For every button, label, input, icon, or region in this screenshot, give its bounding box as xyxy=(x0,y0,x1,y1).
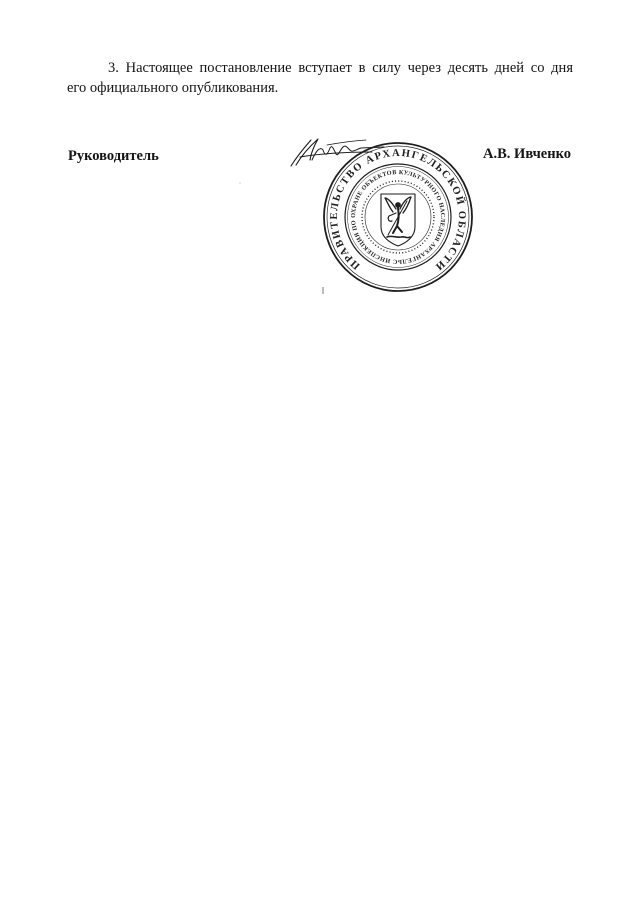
stamp-inner-text xyxy=(342,161,453,272)
signature-stroke-2 xyxy=(296,139,318,165)
scan-speck xyxy=(240,183,241,184)
stamp-inner-ring xyxy=(365,184,431,250)
emblem-right-wing xyxy=(400,197,411,213)
signature-stroke-5 xyxy=(327,140,366,145)
emblem-shield-arm xyxy=(388,213,396,221)
signatory-position: Руководитель xyxy=(68,148,159,164)
stamp-outer-border xyxy=(324,143,472,291)
emblem-shield xyxy=(381,194,415,246)
signatory-name: А.В. Ивченко xyxy=(483,146,571,162)
stamp-outer-text-path: ПРАВИТЕЛЬСТВО АРХАНГЕЛЬСКОЙ ОБЛАСТИ xyxy=(328,147,468,273)
body-paragraph xyxy=(67,58,573,98)
stamp-outer-border-thin xyxy=(327,146,469,288)
stamp-middle-ring-thin xyxy=(348,167,449,268)
emblem-body xyxy=(393,208,402,233)
emblem-head xyxy=(396,203,401,208)
signature-stroke-4 xyxy=(300,152,372,157)
paragraph-line-1: 3. Настоящее постановление вступает в силу через десять дней со дня xyxy=(108,60,573,76)
stamp-inner-text-path: ИНСПЕКЦИЯ ПО ОХРАНЕ ОБЪЕКТОВ КУЛЬТУРНОГО НАСЛЕДИЯ АРХАНГЕЛЬСКОЙ ОБЛАСТИ xyxy=(349,168,447,266)
paragraph-line-2: его официального опубликования. xyxy=(67,80,279,96)
emblem-spear xyxy=(388,201,407,235)
signature-stroke-1 xyxy=(291,140,311,166)
archangel-coat-of-arms-icon xyxy=(381,194,415,246)
emblem-dragon xyxy=(387,236,410,237)
stamp-inner-dotted-ring xyxy=(362,181,434,253)
signature-stroke-3 xyxy=(312,146,384,160)
stamp-outer-text xyxy=(301,120,495,314)
handwritten-signature xyxy=(291,139,384,166)
official-stamp xyxy=(301,120,495,314)
emblem-left-wing xyxy=(385,198,396,212)
stamp-middle-ring xyxy=(345,164,451,270)
